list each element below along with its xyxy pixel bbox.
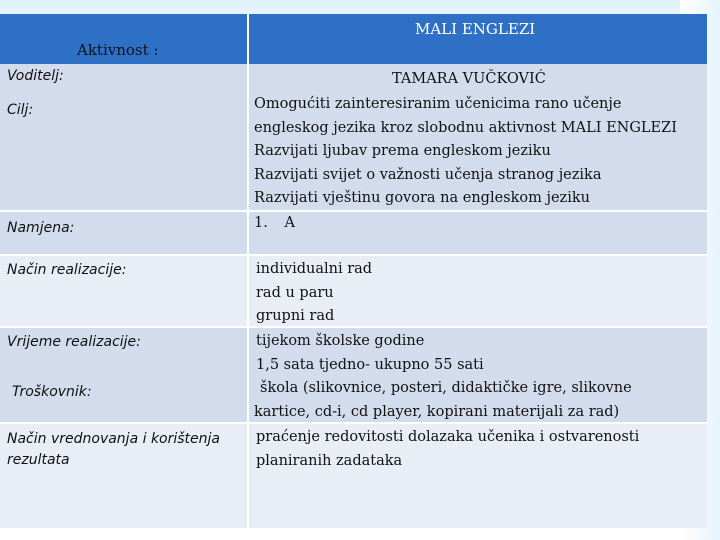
nacin-realizacije-value <box>256 258 372 329</box>
vrijeme-realizacije-label: Vrijeme realizacije: <box>7 334 141 350</box>
vrednovanje-value <box>256 426 639 473</box>
nacin-line: rad u paru <box>256 284 334 301</box>
namjena-text: A <box>284 215 295 231</box>
namjena-row <box>0 212 707 254</box>
voditelj-row <box>0 64 707 92</box>
voditelj-value: TAMARA VUČKOVIĆ <box>392 71 546 87</box>
cilj-value <box>254 93 677 211</box>
cilj-line: Razvijati ljubav prema engleskom jeziku <box>254 143 551 159</box>
nacin-line: individualni rad <box>256 261 373 277</box>
vrednovanje-label <box>7 429 220 471</box>
namjena-value <box>254 212 295 236</box>
cilj-line: Omogućiti zainteresiranim učenicima rano učenje <box>254 96 622 112</box>
troskovnik-label: Troškovnik: <box>12 384 92 400</box>
activity-title: MALI ENGLEZI <box>415 20 536 38</box>
nacin-line: grupni rad <box>256 308 335 324</box>
vrednovanje-line: praćenje redovitosti dolazaka učenika i ostvarenosti <box>256 429 640 445</box>
cilj-line: Razvijati svijet o važnosti učenja stranog jezika <box>254 166 602 183</box>
vrednovanje-label-line: rezultata <box>7 452 70 468</box>
cilj-line: engleskog jezika kroz slobodnu aktivnost MALI ENGLEZI <box>254 119 677 136</box>
namjena-number: 1. <box>254 215 268 231</box>
vrednovanje-line: planiranih zadataka <box>256 452 403 469</box>
troskovnik-value <box>254 377 632 424</box>
cilj-label: Cilj: <box>7 102 34 118</box>
vrijeme-realizacije-value <box>256 330 484 377</box>
row-separator <box>0 254 707 256</box>
column-separator <box>247 14 249 528</box>
aktivnost-label: Aktivnost : <box>77 41 159 59</box>
namjena-label: Namjena: <box>7 220 75 236</box>
vrijeme-line: 1,5 sata tjedno- ukupno 55 sati <box>256 356 484 373</box>
vrednovanje-label-line: Način vrednovanja i korištenja <box>7 431 220 447</box>
vrijeme-line: tijekom školske godine <box>256 333 425 349</box>
troskovnik-line: kartice, cd-i, cd player, kopirani materijali za rad) <box>254 403 620 420</box>
cilj-line: Razvijati vještinu govora na engleskom jeziku <box>254 190 590 206</box>
troskovnik-line: škola (slikovnice, posteri, didaktičke igre, slikovne <box>260 380 632 396</box>
nacin-realizacije-label: Način realizacije: <box>7 262 127 278</box>
voditelj-label: Voditelj: <box>7 68 64 84</box>
